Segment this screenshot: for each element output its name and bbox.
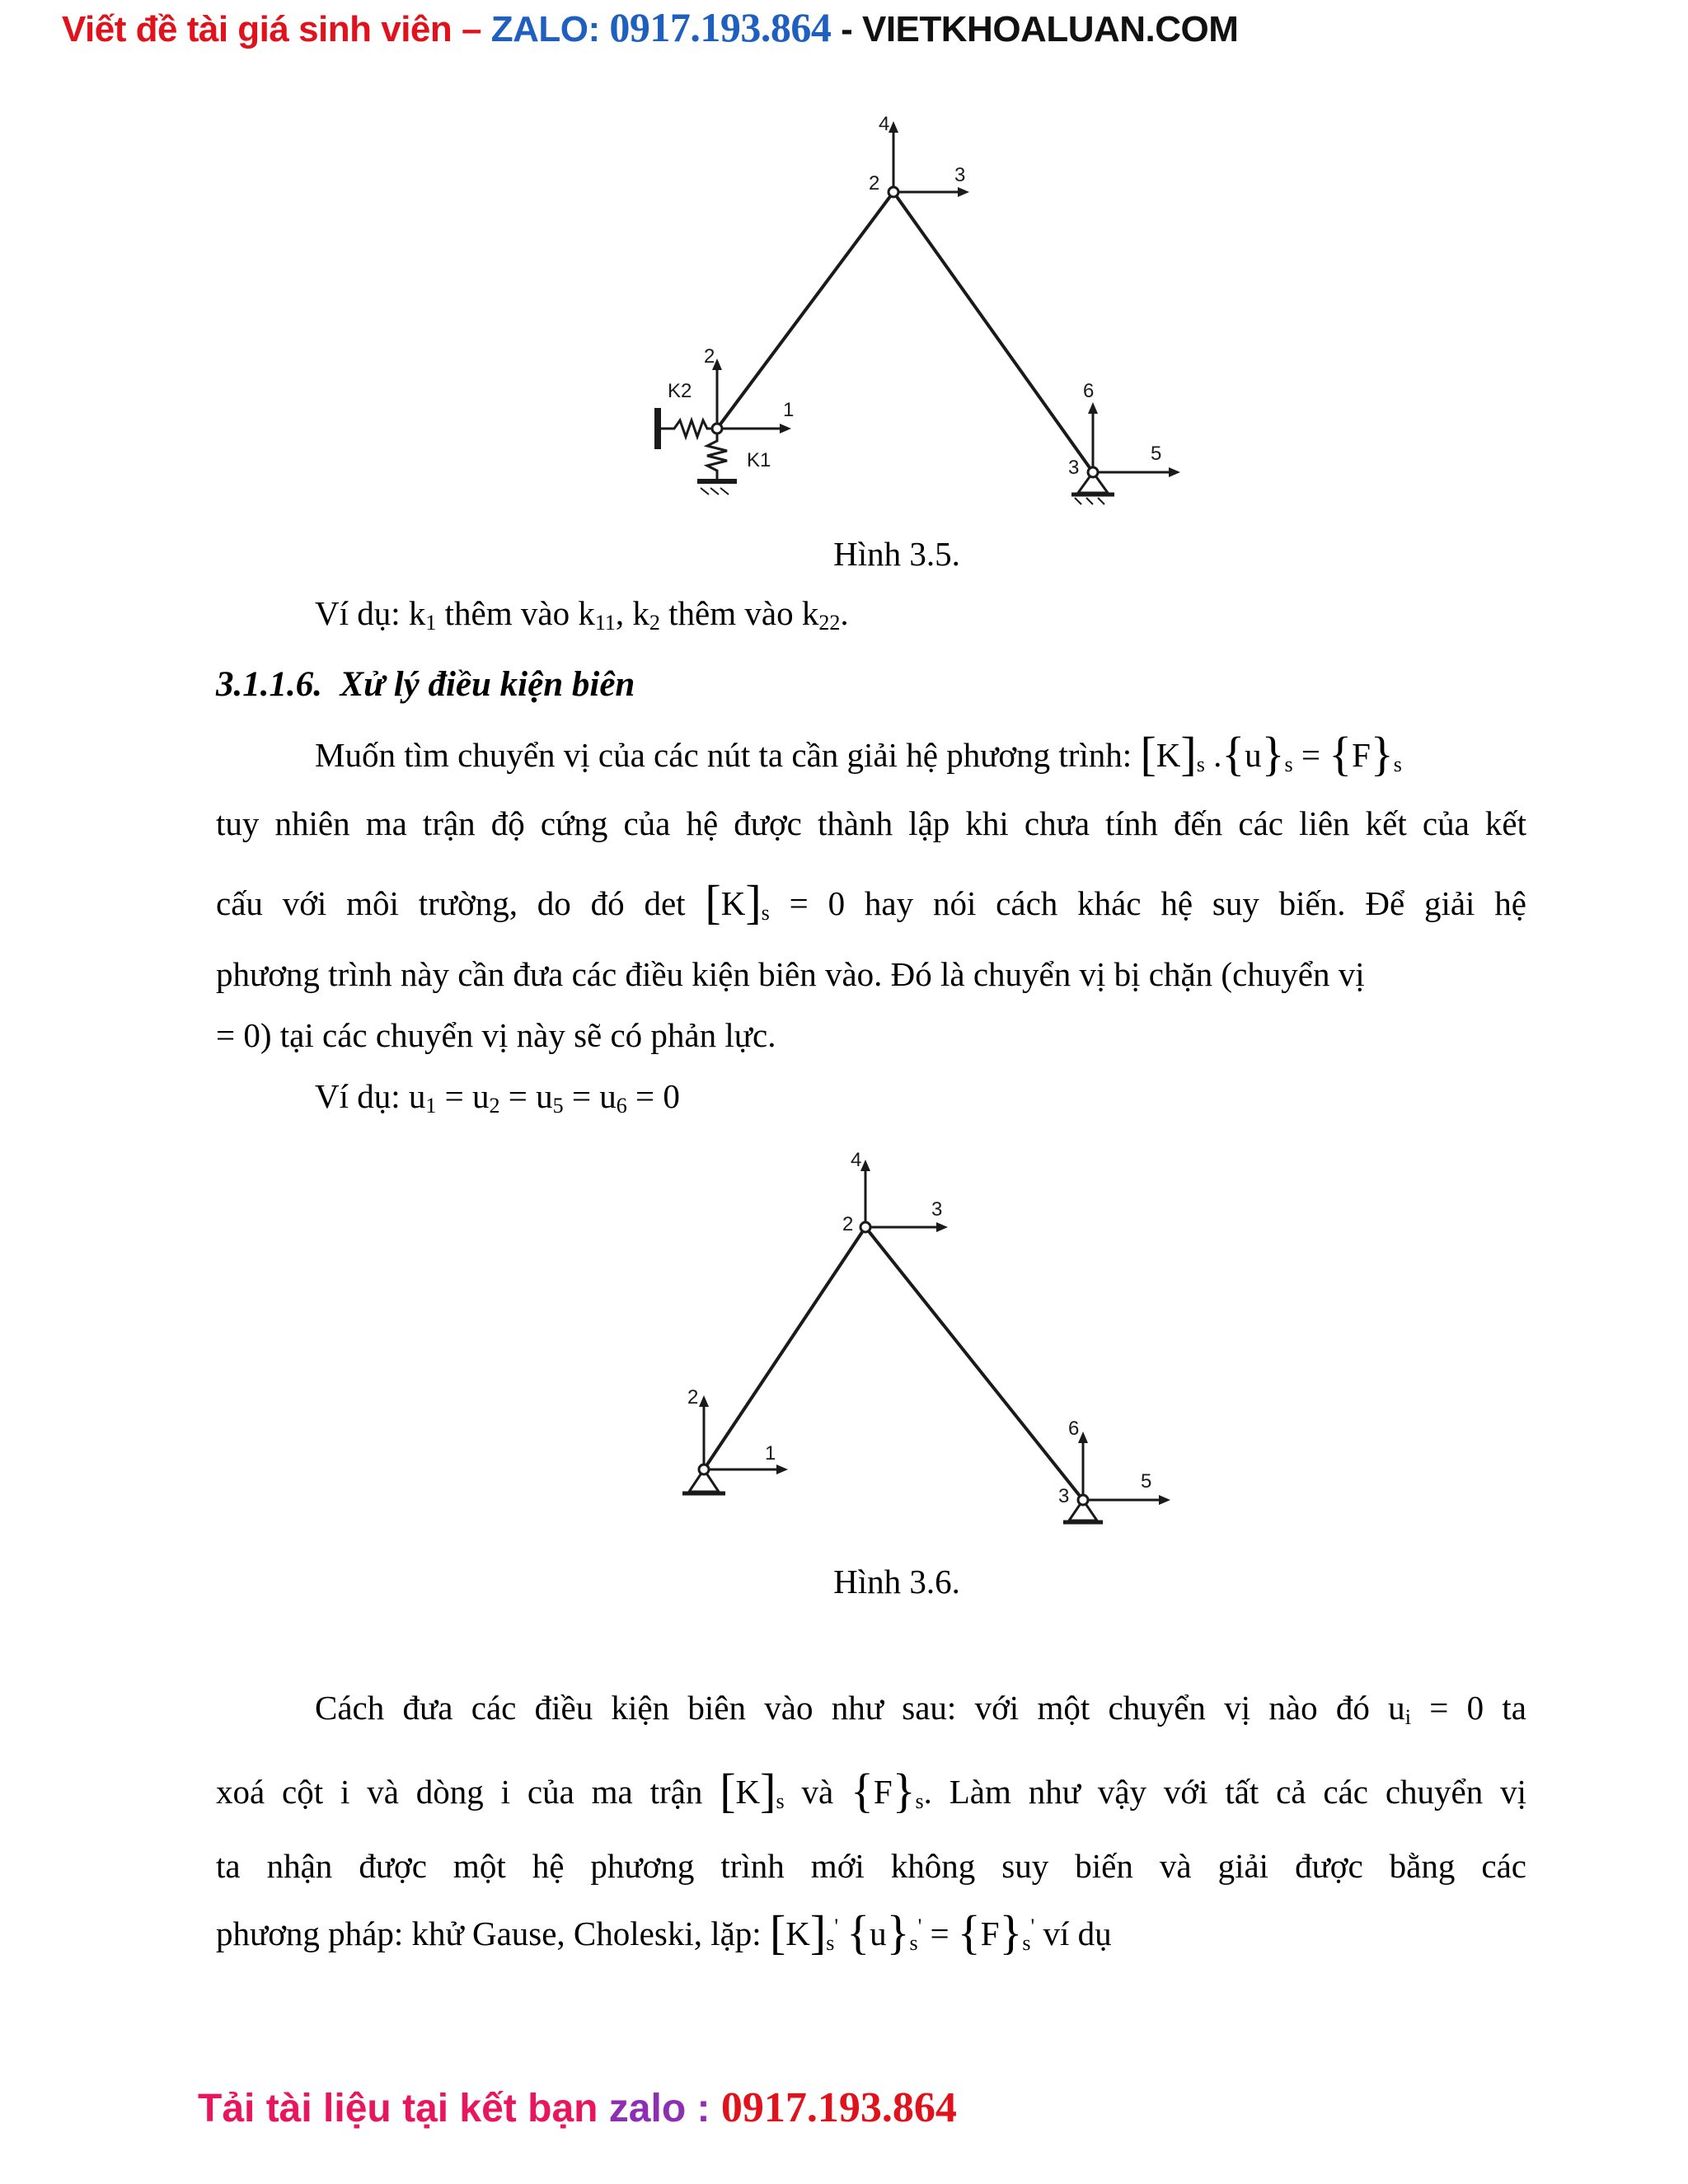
fig1-label-node-2: 2 (869, 172, 880, 194)
footer-zalo: zalo (608, 2087, 687, 2130)
fig1-label-4: 4 (879, 113, 890, 135)
para2-line1: Cách đưa các điều kiện biên vào như sau: với một chuyển vị nào đó $u_i = 0$ ta (315, 1689, 1527, 1729)
fig2-label-3-top: 3 (931, 1198, 943, 1221)
member-left (717, 192, 893, 429)
header-text: Viết đề tài giá sinh viên (62, 9, 452, 49)
footer-banner: Tải tài liệu tại kết bạn zalo : 0917.193.864 (198, 2084, 957, 2131)
fig2-label-4: 4 (851, 1149, 862, 1171)
fig1-label-node-3: 3 (1068, 457, 1080, 479)
para2-line3: ta nhận được một hệ phương trình mới không suy biến và giải được bằng các (216, 1847, 1526, 1885)
para1-line1: Muốn tìm chuyển vị của các nút ta cần giải hệ phương trình: $[K]_s$ $.\{u\}_s = \{F\}_s$ (315, 727, 1402, 780)
footer-text: Tải tài liệu tại kết bạn (198, 2087, 609, 2130)
example-boundary: Ví dụ: $u_1 = u_2 = u_5 = u_6 = 0$ (315, 1077, 680, 1118)
fig2-label-node-3: 3 (1058, 1485, 1070, 1507)
fig1-label-2-left: 2 (704, 345, 715, 368)
section-heading: 3.1.1.6. Xử lý điều kiện biên (216, 665, 635, 704)
fig2-label-6: 6 (1068, 1418, 1080, 1440)
fig2-label-1: 1 (765, 1442, 776, 1465)
fig2-label-5: 5 (1141, 1470, 1152, 1493)
fig1-label-k1: K1 (747, 449, 771, 471)
fig1-label-1: 1 (783, 399, 795, 421)
para2-line4: phương pháp: khử Gause, Choleski, lặp: $[K]_s'$ $\{u\}_s' = \{F\}_s'$ ví dụ (216, 1905, 1112, 1959)
fig2-label-2-left: 2 (687, 1386, 699, 1408)
header-zalo-phone: 0917.193.864 (609, 4, 832, 50)
fig2-label-node-2: 2 (842, 1213, 854, 1235)
fig1-label-3-top: 3 (954, 164, 966, 186)
member-left (704, 1227, 865, 1469)
figure-3-5-caption: Hình 3.5. (833, 535, 960, 573)
para1-line5: = 0) tại các chuyển vị này sẽ có phản lực. (216, 1016, 776, 1054)
header-zalo-label: ZALO: (490, 9, 610, 49)
header-site: VIETKHOALUAN.COM (861, 9, 1239, 49)
footer-phone: 0917.193.864 (720, 2084, 957, 2131)
example-springs: Ví dụ: $k_1$ thêm vào $k_{11}$, $k_2$ thêm vào $k_{22}$. (315, 594, 849, 635)
figure-3-6-caption: Hình 3.6. (833, 1563, 960, 1601)
fig1-label-5: 5 (1151, 443, 1162, 465)
para2-line2: xoá cột i và dòng i của ma trận $[K]_s$ và $\{F\}_s$. Làm như vậy với tất cả các chuyển vị (216, 1764, 1526, 1817)
para1-line3: cấu với môi trường, do đó $\det [K]_s = 0$ hay nói cách khác hệ suy biến. Để giải hệ (216, 875, 1526, 929)
para1-line4: phương trình này cần đưa các điều kiện biên vào. Đó là chuyển vị bị chặn (chuyển vị (216, 955, 1365, 993)
figure-3-6 (659, 1141, 1187, 1537)
fig1-label-6: 6 (1083, 380, 1095, 402)
fig1-label-k2: K2 (668, 380, 692, 402)
member-right (865, 1227, 1083, 1500)
member-right (893, 192, 1093, 472)
para1-line2: tuy nhiên ma trận độ cứng của hệ được thành lập khi chưa tính đến các liên kết của kết (216, 804, 1526, 842)
figure-3-5 (635, 107, 1212, 519)
header-banner: Viết đề tài giá sinh viên – ZALO: 0917.193.864 - VIETKHOALUAN.COM (62, 4, 1239, 50)
